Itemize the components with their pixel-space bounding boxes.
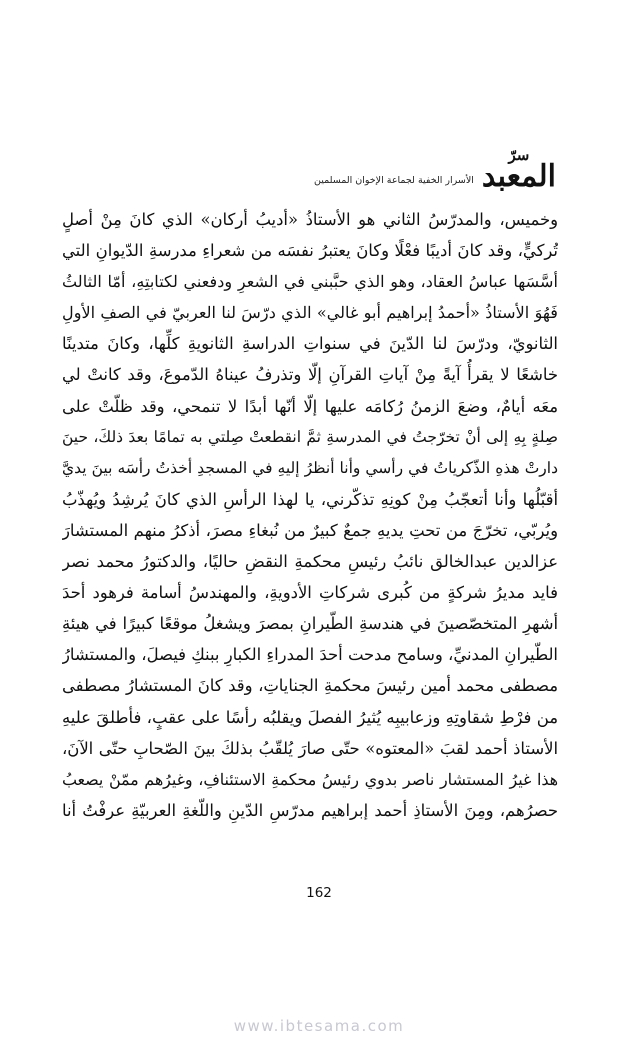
text-line: مصطفى محمد أمين رئيسَ محكمةِ الجناياتِ، وقد كانَ المستشارُ مصطفى — [62, 676, 558, 696]
text-line: من فرْطِ شقاوتِهِ وزعابيبِه يُثيرُ الفصلَ ويقلبُه رأسًا على عقبٍ، فأطلقَ عليهِ — [62, 707, 558, 727]
text-line: خاشعًا لا يقرأُ آيةً مِنْ آياتِ القرآنِ إلّا وتذرفُ عيناهُ الدّموعَ، وقد كانتْ لي — [62, 365, 558, 385]
logo-top-word: سرّ — [508, 146, 530, 164]
text-line: حصرُهم، ومِنَ الأستاذِ أحمد إبراهيم مدرّسِ الدّينِ واللّغةِ العربيّةِ عرفْتُ أنا — [62, 800, 558, 820]
text-line: وخميس، والمدرّسُ الثاني هو الأستاذُ «أديبُ أركان» الذي كانَ مِنْ أصلٍ — [62, 210, 558, 229]
text-line: معَه أيامٌ، وضعَ الزمنُ رُكامَه عليها إلّا أنّها أبدًا لا تنمحي، وقد ظلّتْ على — [62, 396, 558, 416]
text-line: دارتْ هذهِ الذّكرياتُ في رأسي وأنا أنظرُ إليهِ في المسجدِ أخذتُ رأسَه بينَ يديَّ — [62, 458, 558, 477]
body-text — [62, 204, 558, 884]
text-line: صِلةٍ بِهِ إلى أنْ تخرّجتُ في المدرسةِ ثمَّ انقطعتْ صِلتي به تمامًا بعدَ ذلكَ، حينَ — [62, 427, 558, 446]
text-line: أقبّلُها وأنا أتعجّبُ مِنْ كونِهِ تذكّرني، يا لهذا الرأسِ الذي كانَ يُرشِدُ ويُهذّبُ — [62, 489, 558, 509]
text-line: هذا غيرُ المستشار ناصر بدوي رئيسُ محكمةِ الاستئنافِ، وغيرُهم ممّنْ يصعبُ — [62, 769, 558, 789]
watermark-url: www.ibtesama.com — [233, 1017, 405, 1035]
text-line: فايد مديرُ شركةٍ من كُبرى شركاتِ الأدويةِ، والمهندسُ أسامة فرهود أحدَ — [62, 583, 558, 603]
text-line: فَهُوَ الأستاذُ «أحمدُ إبراهيم أبو غالي» الذي درّسَ لنا العربيّ في الصفِ الأولِ — [62, 303, 558, 323]
book-subtitle: الأسرار الخفية لجماعة الإخوان المسلمين — [314, 175, 474, 186]
text-line: أشهرِ المتخصّصينَ في هندسةِ الطّيرانِ بمصرَ ويشغلُ موقعًا كبيرًا في هيئةِ — [62, 614, 558, 634]
book-logo — [482, 148, 556, 192]
text-line: الطّيرانِ المدنيِّ، وسامح مدحت أحدَ المدراءِ الكبارِ ببنكِ فيصلَ، والمستشارُ — [62, 645, 558, 665]
text-line: الثانويّ، ودرّسَ لنا الدّينَ في سنواتِ الدراسةِ الثانويةِ كلِّها، وكانَ متدينًا — [62, 334, 558, 354]
page-header — [300, 142, 556, 192]
text-line: عزالدين عبدالخالق نائبُ رئيسِ محكمةِ النقضِ حاليًا، والدكتورُ محمد نصر — [62, 552, 558, 572]
page-number: 162 — [306, 885, 332, 901]
text-line: الأستاذ أحمد لقبَ «المعتوه» حتّى صارَ يُلقّبُ بذلكَ بينَ الصّحابِ حتّى الآنَ، — [62, 738, 558, 758]
text-line: ويُربّي، تخرّجَ من تحتِ يديهِ جمعٌ كبيرٌ من نُبغاءِ مصرَ، أذكرُ منهم المستشارَ — [62, 520, 558, 540]
logo-main-word: المعبد — [481, 159, 556, 194]
text-line: تُركيٍّ، وقد كانَ أديبًا فعْلًا وكانَ يعتبرُ نفسَه من شعراءِ مدرسةِ الدّيوانِ التي — [62, 241, 558, 261]
text-line: أسَّسَها عباسُ العقاد، وهو الذي حبَّبني في الشعرِ ودفعني لكتابتِهِ، أمّا الثالثُ — [62, 272, 558, 292]
